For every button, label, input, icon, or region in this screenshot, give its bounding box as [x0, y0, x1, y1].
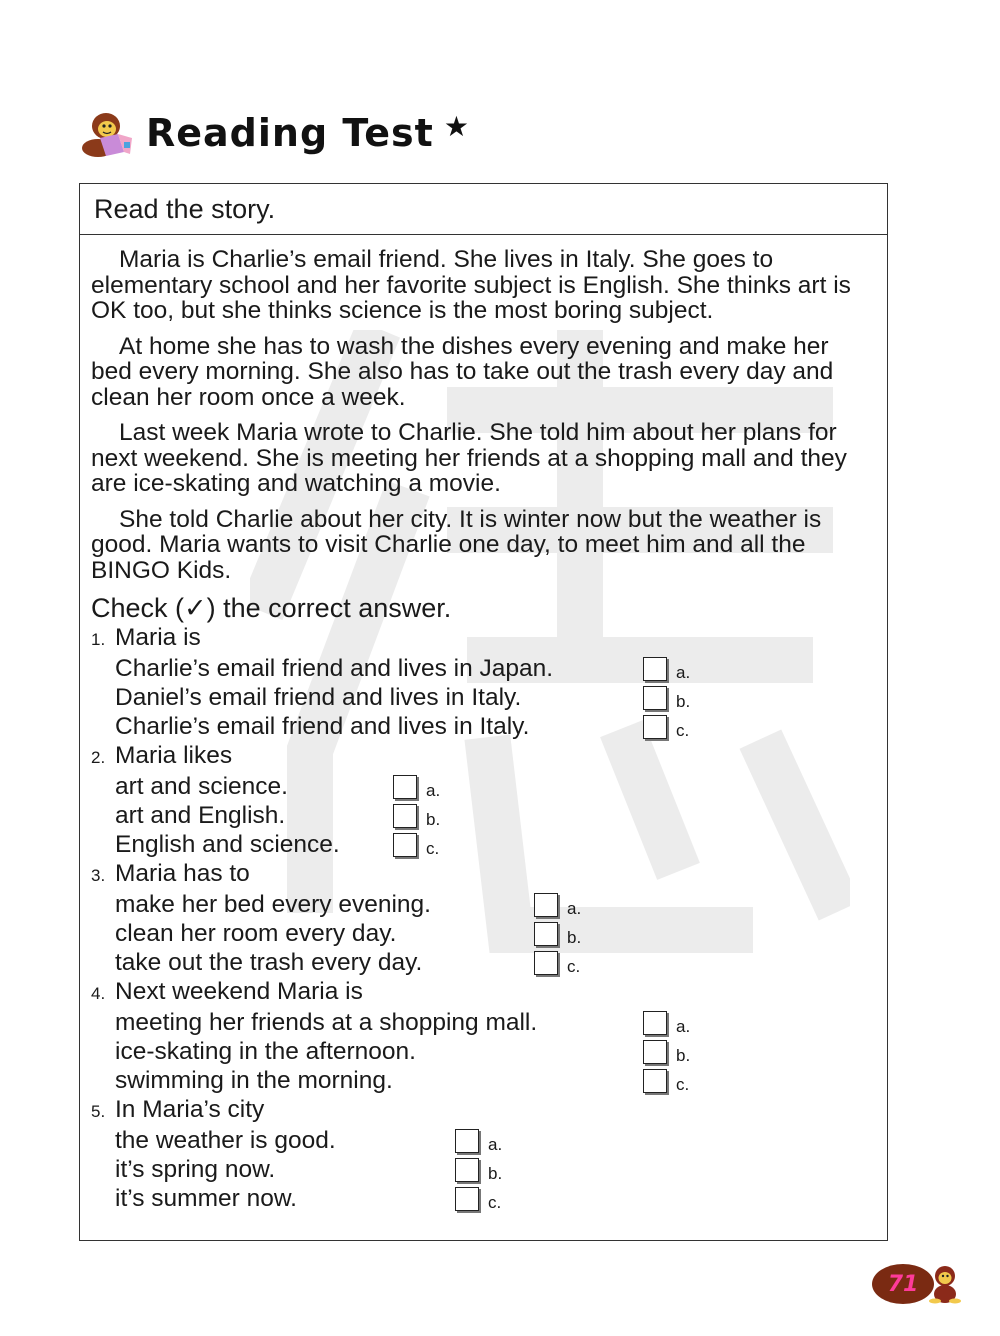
question-number: 2.: [91, 748, 106, 767]
monkey-sitting-icon: [928, 1264, 962, 1304]
option-3a: [91, 890, 887, 919]
checkbox-5a[interactable]: [455, 1129, 479, 1153]
question-stem: In Maria’s city: [115, 1096, 265, 1123]
question-1: [91, 623, 887, 741]
option-4b: [91, 1037, 887, 1066]
option-text: clean her room every day.: [115, 919, 397, 947]
question-stem: Next weekend Maria is: [115, 978, 363, 1005]
question-3: [91, 859, 887, 977]
question-stem: Maria likes: [115, 742, 233, 769]
question-stem: Maria is: [115, 624, 201, 651]
page-number: 71: [872, 1264, 934, 1304]
option-text: swimming in the morning.: [115, 1066, 393, 1094]
option-5c: [91, 1184, 887, 1213]
checkbox-2b[interactable]: [393, 804, 417, 828]
question-number: 5.: [91, 1102, 106, 1121]
monkey-reading-icon: [80, 108, 138, 158]
option-letter: a.: [676, 1016, 691, 1036]
question-5: [91, 1095, 887, 1213]
option-letter: c.: [488, 1192, 502, 1212]
checkbox-3b[interactable]: [534, 922, 558, 946]
question-number: 3.: [91, 866, 106, 885]
checkbox-5b[interactable]: [455, 1158, 479, 1182]
option-text: it’s summer now.: [115, 1184, 297, 1212]
option-letter: a.: [676, 662, 691, 682]
option-4a: [91, 1008, 887, 1037]
option-2c: [91, 830, 887, 859]
story: [80, 235, 887, 583]
questions: [91, 623, 887, 1213]
checkbox-3a[interactable]: [534, 893, 558, 917]
option-3c: [91, 948, 887, 977]
option-letter: b.: [567, 927, 582, 947]
option-letter: a.: [567, 898, 582, 918]
checkbox-4c[interactable]: [643, 1069, 667, 1093]
difficulty-star-icon: ★: [443, 110, 469, 142]
option-text: Charlie’s email friend and lives in Japan.: [115, 654, 554, 682]
checkbox-5c[interactable]: [455, 1187, 479, 1211]
checkbox-4a[interactable]: [643, 1011, 667, 1035]
option-letter: b.: [426, 809, 441, 829]
checkbox-3c[interactable]: [534, 951, 558, 975]
check-heading: Check (✓) the correct answer.: [91, 593, 452, 623]
question-2: [91, 741, 887, 859]
question-number: 4.: [91, 984, 106, 1003]
option-text: take out the trash every day.: [115, 948, 423, 976]
option-letter: c.: [567, 956, 581, 976]
story-paragraph: At home she has to wash the dishes every evening and make her bed every morning. She also has to take out the trash every day and clean her room once a week.: [91, 332, 834, 411]
option-letter: b.: [676, 691, 691, 711]
page-header: [80, 108, 469, 158]
option-letter: a.: [426, 780, 441, 800]
checkbox-1a[interactable]: [643, 657, 667, 681]
option-letter: b.: [488, 1163, 503, 1183]
option-1c: [91, 712, 887, 741]
checkbox-1c[interactable]: [643, 715, 667, 739]
story-paragraph: She told Charlie about her city. It is winter now but the weather is good. Maria wants to visit Charlie one day, to meet him and all the BINGO Kids.: [91, 505, 822, 584]
test-box: [79, 183, 888, 1241]
option-text: Charlie’s email friend and lives in Italy.: [115, 712, 530, 740]
question-stem: Maria has to: [115, 860, 250, 887]
option-5b: [91, 1155, 887, 1184]
option-letter: c.: [426, 838, 440, 858]
option-text: Daniel’s email friend and lives in Italy.: [115, 683, 522, 711]
instruction: Read the story.: [80, 184, 887, 235]
option-text: art and English.: [115, 801, 286, 829]
option-3b: [91, 919, 887, 948]
page-title: Reading Test: [146, 111, 434, 155]
option-text: English and science.: [115, 830, 340, 858]
checkbox-4b[interactable]: [643, 1040, 667, 1064]
page-number-badge: [872, 1264, 962, 1304]
option-2a: [91, 772, 887, 801]
option-2b: [91, 801, 887, 830]
option-text: the weather is good.: [115, 1126, 336, 1154]
option-1b: [91, 683, 887, 712]
story-paragraph: Maria is Charlie’s email friend. She lives in Italy. She goes to elementary school and her favorite subject is English. She thinks art is OK too, but she thinks science is the most boring subject.: [91, 246, 851, 324]
option-1a: [91, 654, 887, 683]
option-4c: [91, 1066, 887, 1095]
question-4: [91, 977, 887, 1095]
story-paragraph: Last week Maria wrote to Charlie. She told him about her plans for next weekend. She is meeting her friends at a shopping mall and they are ice-skating and watching a movie.: [91, 419, 847, 497]
option-text: it’s spring now.: [115, 1155, 276, 1183]
option-letter: b.: [676, 1045, 691, 1065]
option-text: make her bed every evening.: [115, 890, 431, 918]
question-number: 1.: [91, 630, 106, 649]
option-text: art and science.: [115, 772, 288, 800]
option-letter: c.: [676, 720, 690, 740]
option-letter: a.: [488, 1134, 503, 1154]
option-text: meeting her friends at a shopping mall.: [115, 1008, 538, 1036]
option-letter: c.: [676, 1074, 690, 1094]
checkbox-1b[interactable]: [643, 686, 667, 710]
checkbox-2c[interactable]: [393, 833, 417, 857]
option-text: ice-skating in the afternoon.: [115, 1037, 416, 1065]
checkbox-2a[interactable]: [393, 775, 417, 799]
option-5a: [91, 1126, 887, 1155]
